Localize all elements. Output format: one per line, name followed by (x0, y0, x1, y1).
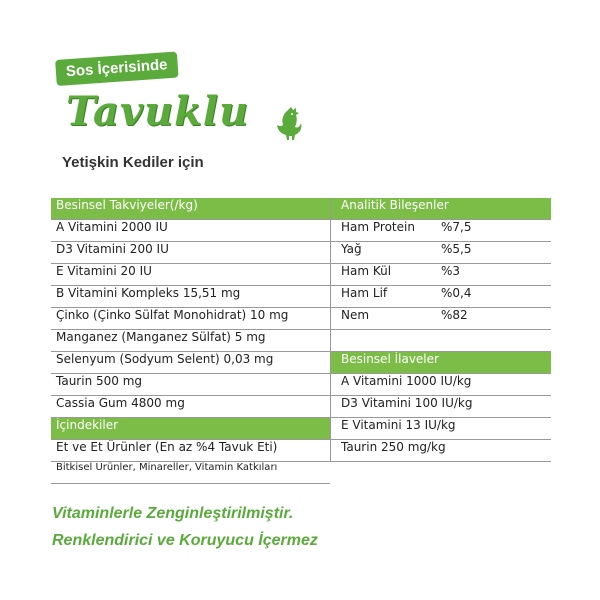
ingredients-header: İçindekiler (51, 418, 330, 440)
analytic-label: Ham Lif (341, 286, 388, 300)
supplement-row: Çinko (Çinko Sülfat Monohidrat) 10 mg (51, 308, 330, 330)
analytic-row (331, 308, 551, 330)
supplement-row: A Vitamini 2000 IU (51, 220, 330, 242)
footer-notes (52, 500, 318, 554)
ingredient-row: Et ve Et Ürünler (En az %4 Tavuk Eti) (51, 440, 330, 462)
analytic-label: Nem (341, 308, 370, 322)
brand-badge: Sos İçerisinde (55, 52, 178, 86)
empty-row (331, 330, 551, 352)
brand-logo (56, 52, 256, 152)
analytic-row (331, 242, 551, 264)
analytics-header: Analitik Bileşenler (331, 198, 551, 220)
supplement-row: D3 Vitamini 200 IU (51, 242, 330, 264)
analytic-row (331, 264, 551, 286)
analytic-value: %82 (441, 308, 468, 322)
supplement-row: Manganez (Manganez Sülfat) 5 mg (51, 330, 330, 352)
analytic-label: Ham Kül (341, 264, 392, 278)
analytic-value: %7,5 (441, 220, 472, 234)
supplement-row: E Vitamini 20 IU (51, 264, 330, 286)
footer-line-1: Vitaminlerle Zenginleştirilmiştir. (52, 505, 294, 522)
analytic-value: %3 (441, 264, 461, 278)
brand-name: Tavuklu (66, 88, 250, 135)
right-column (330, 198, 551, 462)
additive-row: A Vitamini 1000 IU/kg (331, 374, 551, 396)
supplement-row: Cassia Gum 4800 mg (51, 396, 330, 418)
analytic-row (331, 220, 551, 242)
ingredient-row: Bitkisel Ürünler, Minareller, Vitamin Katkıları (51, 462, 330, 484)
analytic-value: %5,5 (441, 242, 472, 256)
analytic-row (331, 286, 551, 308)
footer-line-2: Renklendirici ve Koruyucu İçermez (52, 532, 318, 549)
additives-header: Besinsel İlaveler (331, 352, 551, 374)
supplement-row: B Vitamini Kompleks 15,51 mg (51, 286, 330, 308)
supplement-row: Selenyum (Sodyum Selent) 0,03 mg (51, 352, 330, 374)
additive-row: Taurin 250 mg/kg (331, 440, 551, 462)
hen-icon (274, 106, 304, 140)
supplements-header: Besinsel Takviyeler(/kg) (51, 198, 330, 220)
supplement-row: Taurin 500 mg (51, 374, 330, 396)
additive-row: E Vitamini 13 IU/kg (331, 418, 551, 440)
analytic-value: %0,4 (441, 286, 472, 300)
left-column (51, 198, 330, 484)
additive-row: D3 Vitamini 100 IU/kg (331, 396, 551, 418)
analytic-label: Yağ (341, 242, 362, 256)
analytic-label: Ham Protein (341, 220, 415, 234)
subtitle: Yetişkin Kediler için (62, 154, 204, 171)
